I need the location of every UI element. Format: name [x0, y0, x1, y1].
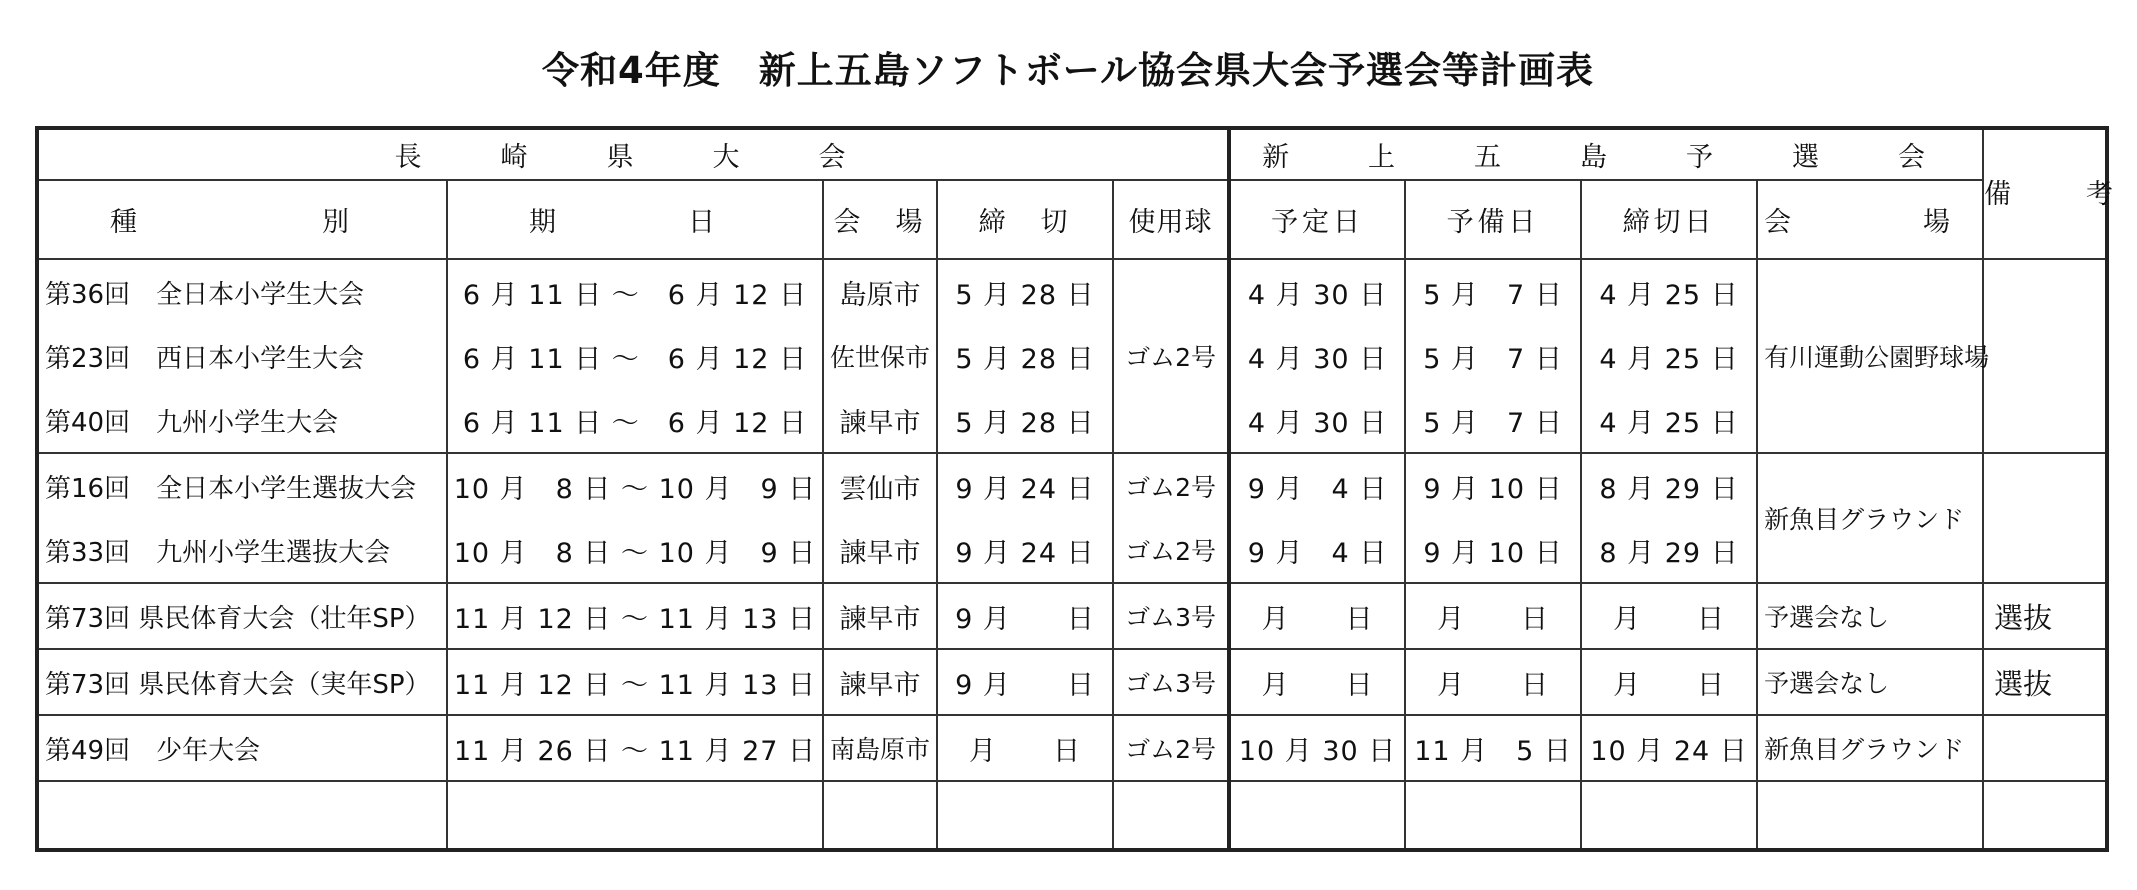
header-event-type: 種 別 — [37, 180, 447, 259]
reserve-date: 月 日 — [1405, 649, 1581, 715]
event-dates: 6 月 11 日 ～ 6 月 12 日 — [447, 388, 823, 453]
scheduled-date: 月 日 — [1229, 583, 1405, 649]
empty-cell — [1757, 781, 1983, 850]
scheduled-date: 4 月 30 日 — [1229, 388, 1405, 453]
event-venue: 諫早市 — [823, 388, 937, 453]
ball-type: ゴム3号 — [1113, 583, 1229, 649]
local-venue: 予選会なし — [1757, 649, 1983, 715]
empty-cell — [1405, 781, 1581, 850]
event-name: 第40回 九州小学生大会 — [37, 388, 447, 453]
event-venue: 佐世保市 — [823, 324, 937, 388]
event-name: 第23回 西日本小学生大会 — [37, 324, 447, 388]
event-dates: 6 月 11 日 ～ 6 月 12 日 — [447, 259, 823, 324]
event-name: 第16回 全日本小学生選抜大会 — [37, 453, 447, 518]
ball-type: ゴム2号 — [1113, 453, 1229, 518]
empty-row — [37, 781, 2107, 850]
scheduled-date: 10 月 30 日 — [1229, 715, 1405, 781]
scheduled-date: 4 月 30 日 — [1229, 259, 1405, 324]
ball-type: ゴム2号 — [1113, 715, 1229, 781]
header-local-venue: 会 場 — [1757, 180, 1983, 259]
event-venue: 諫早市 — [823, 583, 937, 649]
table-row — [37, 715, 2107, 781]
reserve-date: 月 日 — [1405, 583, 1581, 649]
local-venue: 予選会なし — [1757, 583, 1983, 649]
local-venue: 新魚目グラウンド — [1757, 453, 1983, 583]
local-deadline: 4 月 25 日 — [1581, 259, 1757, 324]
entry-deadline: 9 月 日 — [937, 649, 1113, 715]
remarks-cell — [1983, 453, 2107, 583]
reserve-date: 11 月 5 日 — [1405, 715, 1581, 781]
local-deadline: 4 月 25 日 — [1581, 324, 1757, 388]
local-venue: 新魚目グラウンド — [1757, 715, 1983, 781]
empty-cell — [37, 781, 447, 850]
empty-cell — [1983, 781, 2107, 850]
event-name: 第73回 県民体育大会（実年SP） — [37, 649, 447, 715]
remarks-cell: 選抜 — [1983, 649, 2107, 715]
empty-cell — [1581, 781, 1757, 850]
reserve-date: 5 月 7 日 — [1405, 388, 1581, 453]
empty-cell — [1113, 781, 1229, 850]
remarks-cell — [1983, 715, 2107, 781]
event-dates: 10 月 8 日 ～ 10 月 9 日 — [447, 453, 823, 518]
ball-type: ゴム2号 — [1113, 259, 1229, 453]
event-dates: 6 月 11 日 ～ 6 月 12 日 — [447, 324, 823, 388]
reserve-date: 9 月 10 日 — [1405, 518, 1581, 583]
header-reserve-date: 予備日 — [1405, 180, 1581, 259]
reserve-date: 5 月 7 日 — [1405, 259, 1581, 324]
entry-deadline: 9 月 24 日 — [937, 453, 1113, 518]
table-row — [37, 649, 2107, 715]
header-venue: 会 場 — [823, 180, 937, 259]
event-name: 第33回 九州小学生選抜大会 — [37, 518, 447, 583]
local-venue: 有川運動公園野球場 — [1757, 259, 1983, 453]
event-dates: 10 月 8 日 ～ 10 月 9 日 — [447, 518, 823, 583]
entry-deadline: 9 月 24 日 — [937, 518, 1113, 583]
remarks-cell: 選抜 — [1983, 583, 2107, 649]
scheduled-date: 4 月 30 日 — [1229, 324, 1405, 388]
event-dates: 11 月 12 日 ～ 11 月 13 日 — [447, 583, 823, 649]
table-row — [37, 453, 2107, 518]
empty-cell — [447, 781, 823, 850]
page-title: 令和4年度 新上五島ソフトボール協会県大会予選会等計画表 — [541, 49, 1594, 92]
header-prefecture-group: 長 崎 県 大 会 — [37, 128, 1229, 180]
event-venue: 南島原市 — [823, 715, 937, 781]
table-row — [37, 583, 2107, 649]
empty-cell — [1229, 781, 1405, 850]
event-venue: 島原市 — [823, 259, 937, 324]
event-venue: 諫早市 — [823, 649, 937, 715]
header-local-group: 新 上 五 島 予 選 会 — [1229, 128, 1983, 180]
local-deadline: 月 日 — [1581, 649, 1757, 715]
local-deadline: 10 月 24 日 — [1581, 715, 1757, 781]
local-deadline: 月 日 — [1581, 583, 1757, 649]
event-name: 第49回 少年大会 — [37, 715, 447, 781]
ball-type: ゴム3号 — [1113, 649, 1229, 715]
scheduled-date: 9 月 4 日 — [1229, 518, 1405, 583]
table-row — [37, 259, 2107, 324]
scheduled-date: 9 月 4 日 — [1229, 453, 1405, 518]
header-remarks: 備 考 — [1983, 128, 2107, 259]
event-name: 第36回 全日本小学生大会 — [37, 259, 447, 324]
local-deadline: 8 月 29 日 — [1581, 518, 1757, 583]
remarks-cell — [1983, 259, 2107, 453]
local-deadline: 4 月 25 日 — [1581, 388, 1757, 453]
entry-deadline: 5 月 28 日 — [937, 324, 1113, 388]
plan-table — [35, 126, 2137, 852]
entry-deadline: 5 月 28 日 — [937, 388, 1113, 453]
header-scheduled-date: 予定日 — [1229, 180, 1405, 259]
scheduled-date: 月 日 — [1229, 649, 1405, 715]
header-local-deadline: 締切日 — [1581, 180, 1757, 259]
header-dates: 期 日 — [447, 180, 823, 259]
entry-deadline: 月 日 — [937, 715, 1113, 781]
entry-deadline: 9 月 日 — [937, 583, 1113, 649]
local-deadline: 8 月 29 日 — [1581, 453, 1757, 518]
ball-type: ゴム2号 — [1113, 518, 1229, 583]
reserve-date: 5 月 7 日 — [1405, 324, 1581, 388]
header-deadline: 締 切 — [937, 180, 1113, 259]
event-name: 第73回 県民体育大会（壮年SP） — [37, 583, 447, 649]
reserve-date: 9 月 10 日 — [1405, 453, 1581, 518]
empty-cell — [937, 781, 1113, 850]
event-venue: 雲仙市 — [823, 453, 937, 518]
header-row-groups — [37, 128, 2107, 180]
header-row-columns — [37, 180, 2107, 259]
header-ball: 使用球 — [1113, 180, 1229, 259]
event-dates: 11 月 26 日 ～ 11 月 27 日 — [447, 715, 823, 781]
event-dates: 11 月 12 日 ～ 11 月 13 日 — [447, 649, 823, 715]
empty-cell — [823, 781, 937, 850]
event-venue: 諫早市 — [823, 518, 937, 583]
entry-deadline: 5 月 28 日 — [937, 259, 1113, 324]
